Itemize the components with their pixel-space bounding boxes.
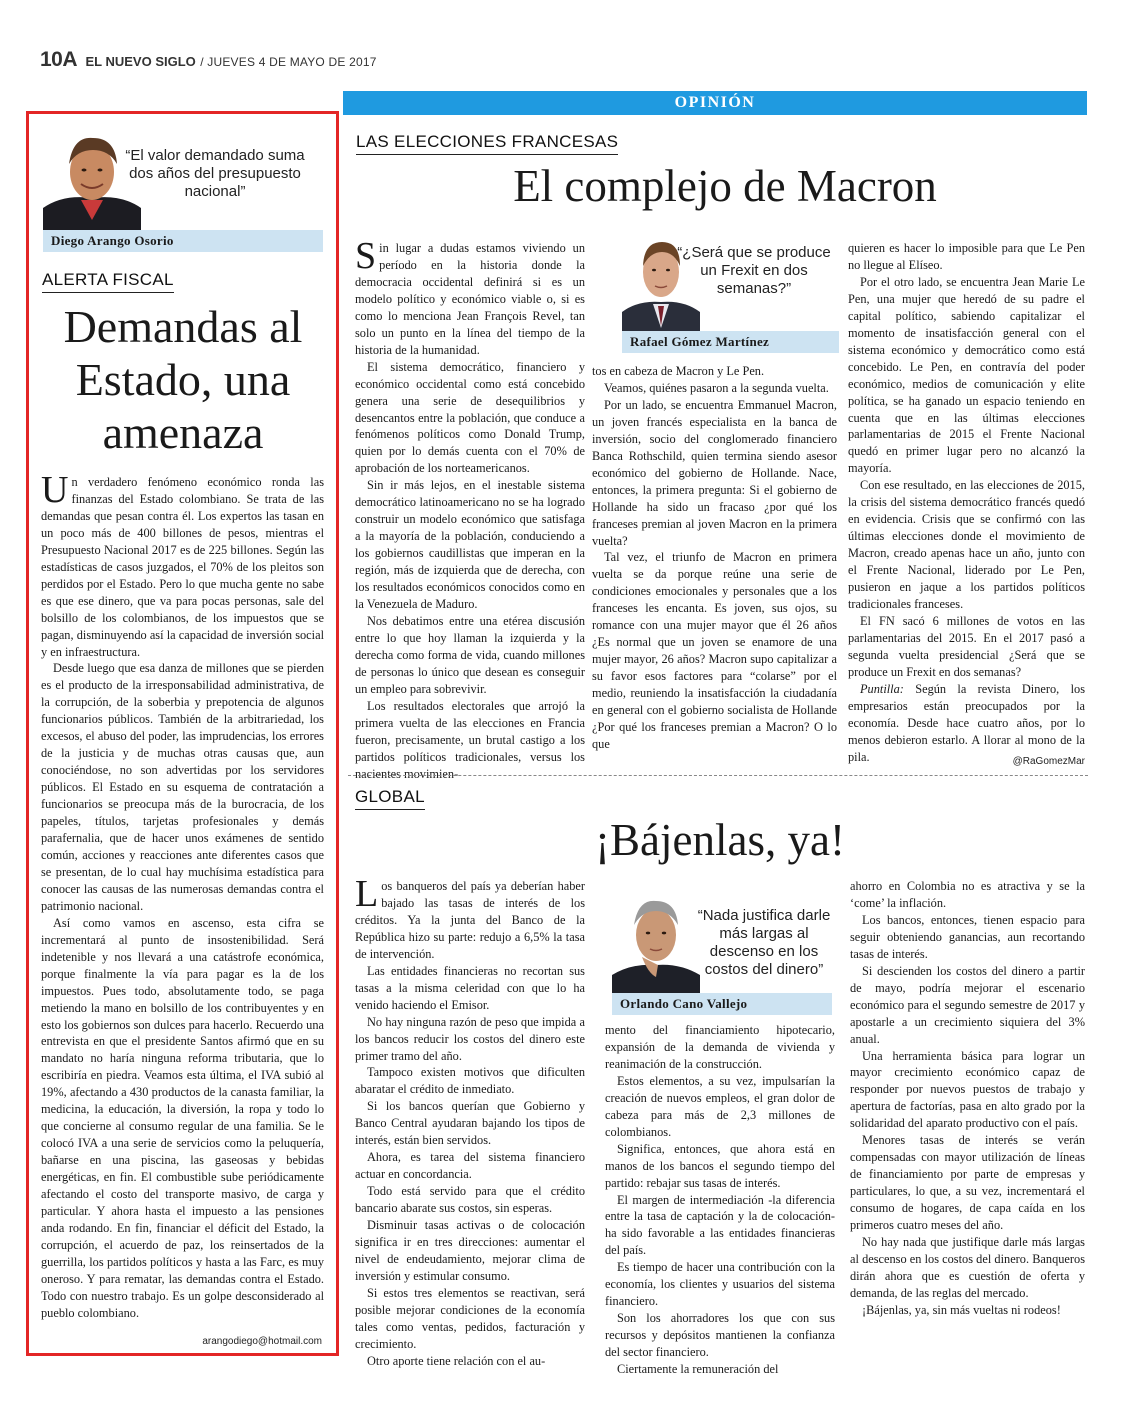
article-paragraph: Disminuir tasas activas o de colocación significa ir en tres direcciones: aumentar el nivel de endeudamiento, mejorar clima de inversión y estimular consumo. bbox=[355, 1218, 585, 1283]
article-paragraph: Todo está servido para que el crédito bancario abarate sus costos, sin esperas. bbox=[355, 1184, 585, 1216]
article-paragraph: in lugar a dudas estamos viviendo un período en la historia donde la democracia occidental definirá si es un modelo político y económico viable o, si es como lo menciona Jean François Revel, tan solo un punto en la línea del tiempo de la historia de la humanidad. bbox=[355, 241, 585, 357]
pull-quote-orlando: “Nada justifica darle más largas al descenso en los costos del dinero” bbox=[697, 907, 831, 978]
masthead bbox=[40, 48, 1090, 76]
author-twitter: @RaGomezMar bbox=[1012, 756, 1085, 767]
article-paragraph: Así como vamos en ascenso, esta cifra se incrementará al punto de insostenibilidad. Será indetenible y nos llevará a una catástrofe económica, porque finalmente la vía para pagar es la de los impuestos. Pues todo, absolutamente todo, se paga metiendo la mano en bolsillo de los contribuyentes y en esto los gobiernos son dulces para hacerlo. Recuerdo una entrevista en que el presidente Santos afirmó que en su mandato no haría ninguna reforma tributaria, que lo escribiría en piedra. Veamos esta última, el IVA subió al 19%, afectando a 430 productos de la canasta familiar, la medicina, la educación, la diversión, la ropa y todo lo que concierne al consumo regular de una familia. Se le colocó IVA a una serie de servicios como la peluquería, bañarse en una piscina, las gaseosas y bebidas energéticas, en fin. El combustible sube periódicamente afectando el costo del transporte masivo, de carga y particular. Y ahora hasta el impuesto a las pensiones anda rodando. En fin, financiar el déficit del Estado, la corrupción, el acuerdo de paz, los reinsertados de la guerrilla, los partidos políticos y hasta a las Farc, es muy oneroso. Y para rematar, las demandas contra el Estado. Todo con nuestro trabajo. Es un golpe desconsiderado al pueblo colombiano. bbox=[41, 915, 324, 1320]
article-paragraph: Ciertamente la remuneración del bbox=[617, 1362, 779, 1377]
article-paragraph: Sin ir más lejos, en el inestable sistema democrático latinoamericano no se ha logrado construir un modelo económico que satisfaga a la mayoría de la población, conduciendo a los gobiernos caudillistas que imperan en la región, más de izquierda que de derecha, con los resultados económicos conocidos como en la Venezuela de Maduro. bbox=[355, 478, 585, 612]
global-column-1 bbox=[355, 873, 585, 1370]
article-paragraph: Por el otro lado, se encuentra Jean Marie Le Pen, una mujer que heredó de su padre el capital político, sabiendo capitalizar el momento de insatisfacción general con el sistema económico y democrático como está concebido. Le Pen, en contravía del poder económico, medios de comunicación y elite política, se ha ganado un espacio teniendo en cuenta que en las últimas elecciones parlamentarias de 2015 el Frente Nacional quedó en primer lugar pero no alcanzó la mayoría. bbox=[848, 274, 1085, 476]
kicker-global-wrap bbox=[355, 787, 425, 810]
article-paragraph: El sistema democrático, financiero y económico occidental como está concebido genera una serie de desequilibrios y desencantos entre la población, que conduce a fenómenos políticos como Donald Trump, quien por lo demás cuenta con el 70% de aprobación de los norteamericanos. bbox=[355, 359, 585, 476]
article-paragraph: Menores tasas de interés se verán compensadas con mayor utilización de líneas de financiamiento por parte de empresas y particulares, lo que, a su vez, incrementará el consumo de hogares, de capa caída en los primeros cuatro meses del año. bbox=[850, 1133, 1085, 1233]
macron-column-1 bbox=[355, 235, 585, 783]
article-paragraph: Significa, entonces, que ahora está en manos de los bancos el segundo tiempo del partido: rebajar sus tasas de interés. bbox=[605, 1141, 835, 1190]
issue-date: / JUEVES 4 DE MAYO DE 2017 bbox=[200, 55, 377, 69]
article-paragraph: Ahora, es tarea del sistema financiero actuar en concordancia. bbox=[355, 1150, 585, 1182]
section-band: OPINIÓN bbox=[343, 91, 1087, 115]
article-paragraph: Desde luego que esa danza de millones que se pierden es el producto de la irresponsabilidad administrativa, de la corrupción, de la soberbia y prepotencia de algunos funcionarios públicos. También de la arbitrariedad, los excesos, el abuso del poder, las imprudencias, los errores de la justicia y de muchas otras causas que, aun conociéndose, no son advertidas por los servidores públicos. El Estado en su esquema de contratación a funcionarios se preocupa más de la burocracia, de los papeles, títulos, tarjetas profesionales y demás parafernalia, que de hacer unos exámenes de sentido común, acciones y reacciones ante diferentes casos que se presentan, de lo cual hay muchísima estadística para conocer las causas de las numerosas demandas contra el patrimonio nacional. bbox=[41, 661, 324, 913]
puntilla-text: Según la revista Dinero, los empresarios están preocupados por la economía. Desde hace cuatro años, por lo menos debieron estarlo. A llorar al mono de la pila. bbox=[848, 681, 1085, 764]
article-paragraph: No hay nada que justifique darle más largas al descenso en los costos del dinero. Banqueros dirán ahora que es cuestión de oferta y demanda, de las reglas del mercado. bbox=[850, 1235, 1085, 1300]
macron-column-2 bbox=[592, 363, 837, 753]
article-paragraph: Nos debatimos entre una etérea discusión entre lo que hoy llaman la izquierda y la derecha como forma de vida, cuando millones de personas lo único que desean es conseguir un empleo para sobrevivir. bbox=[355, 613, 585, 696]
article-paragraph: ahorro en Colombia no es atractiva y se la ‘come’ la inflación. bbox=[850, 879, 1085, 910]
kicker-elecciones-wrap bbox=[356, 132, 618, 155]
author-name-diego: Diego Arango Osorio bbox=[43, 230, 323, 252]
puntilla-paragraph bbox=[848, 681, 1085, 766]
article-paragraph: os banqueros del país ya deberían haber bajado las tasas de interés de los créditos. Ya la junta del Banco de la República hizo su parte: redujo a 6,5% la tasa de intervención. bbox=[355, 879, 585, 961]
author-photo-orlando bbox=[612, 893, 700, 993]
article-paragraph: ¡Bájenlas, ya, sin más vueltas ni rodeos! bbox=[862, 1302, 1061, 1317]
headline-macron: El complejo de Macron bbox=[513, 161, 937, 211]
article-paragraph: El FN sacó 6 millones de votos en las parlamentarias del 2015. En el 2017 pasó a segunda vuelta presidencial ¿Será que se produce un Frexit en dos semanas? bbox=[848, 613, 1085, 679]
article-paragraph: No hay ninguna razón de peso que impida a los bancos reducir los costos del dinero este primer tramo del año. bbox=[355, 1014, 585, 1063]
kicker-elecciones-francesas: LAS ELECCIONES FRANCESAS bbox=[356, 132, 618, 155]
kicker-global: GLOBAL bbox=[355, 787, 425, 810]
article-paragraph: Las entidades financieras no recortan sus tasas a la misma celeridad con que lo ha venido haciendo el Emisor. bbox=[355, 963, 585, 1012]
article-paragraph: mento del financiamiento hipotecario, expansión de la demanda de vivienda y reanimación de la construcción. bbox=[605, 1023, 835, 1071]
article-paragraph: Veamos, quiénes pasaron a la segunda vuelta. bbox=[604, 380, 829, 395]
article-paragraph: Los resultados electorales que arrojó la primera vuelta de las elecciones en Francia fueron, precisamente, un brutal castigo a los partidos políticos tradicionales, versus los nacientes movimien- bbox=[355, 698, 585, 781]
article-paragraph: n verdadero fenómeno económico ronda las finanzas del Estado colombiano. Se trata de las demandas que pesan contra él. Los expertos las tasan en un poco más de 400 billones de pesos, mientras el Presupuesto Nacional 2017 es de 225 billones. Según las estadísticas de casos juzgados, el 70% de los pleitos son perdidos por el Estado. Pero lo que mucha gente no sabe es que ese dinero, que va para pocas personas, sale del bolsillo de los colombianos, de los impuestos que se pagan, disminuyendo así la capacidad de inversión social y en infraestructura. bbox=[41, 475, 324, 659]
article-paragraph: Una herramienta básica para lograr un mayor crecimiento económico capaz de responder por nuevos puestos de trabajo y apertura de factorías, pasa en alto grado por la solidaridad del aparato productivo con el país. bbox=[850, 1048, 1085, 1131]
author-name-rafael: Rafael Gómez Martínez bbox=[622, 331, 839, 353]
article-paragraph: Por un lado, se encuentra Emmanuel Macron, un joven francés especialista en la banca de inversión, socio del conglomerado financiero Banca Rothschild, quien termina siendo asesor económico del gobierno de Hollande. Nace, entonces, la primera pregunta: Si el gobierno de Hollande ha sido un fracaso ¿por qué los franceses premian al joven Macron en la primera vuelta? bbox=[592, 397, 837, 548]
pull-quote-rafael: “¿Será que se produce un Frexit en dos semanas?” bbox=[677, 244, 831, 297]
article-paragraph: Estos elementos, a su vez, impulsarían la creación de nuevos empleos, el gran dolor de cabeza para más de 2,3 millones de colombianos. bbox=[605, 1073, 835, 1139]
headline-bajenlas: ¡Bájenlas, ya! bbox=[595, 815, 845, 865]
global-column-3 bbox=[850, 878, 1085, 1319]
article-paragraph: Con ese resultado, en las elecciones de 2015, la crisis del sistema democrático francés quedó en evidencia. Crisis que se confirmó con las últimas elecciones donde el movimiento de Macron, creado apenas hace un año, junto con el Frente Nacional, liderado por Le Pen, pusieron en jaque a los partidos políticos tradicionales franceses. bbox=[848, 478, 1085, 612]
pull-quote-diego: “El valor demandado suma dos años del presupuesto nacional” bbox=[125, 147, 305, 200]
section-divider bbox=[348, 775, 1088, 776]
dropcap: L bbox=[355, 873, 379, 915]
macron-column-3 bbox=[848, 240, 1085, 766]
article-paragraph: El margen de intermediación -la diferencia entre la tasa de captación y la de colocación- ha sido favorable a las entidades financieras del país. bbox=[605, 1192, 835, 1258]
article-demandas-body bbox=[41, 469, 324, 1322]
puntilla-label: Puntilla: bbox=[860, 681, 904, 696]
article-paragraph: Si estos tres elementos se reactivan, será posible mejorar condiciones de la economía tales como ventas, pedidos, facturación y crecimiento. bbox=[355, 1285, 585, 1351]
page-number: 10A bbox=[40, 48, 78, 71]
article-paragraph: Los bancos, entonces, tienen espacio para seguir obteniendo ganancias, aun recortando tasas de interés. bbox=[850, 912, 1085, 961]
kicker-alerta-fiscal-wrap bbox=[42, 270, 174, 293]
author-email: arangodiego@hotmail.com bbox=[202, 1336, 322, 1347]
article-paragraph: Tal vez, el triunfo de Macron en primera vuelta se da porque reúne una serie de condiciones emocionales y personales que a los franceses les encanta. Es joven, sus ojos, su romance con una mujer mayor que él 26 años ¿Es normal que un joven se enamore de una mujer mayor, 26 años? Macron supo capitalizar a su favor esos factores para “colarse” por el medio, reuniendo la insatisfacción la ciudadanía en general con el gobierno socialista de Hollande ¿Por qué los franceses premian a Macron? O lo que bbox=[592, 550, 837, 751]
author-name-orlando: Orlando Cano Vallejo bbox=[612, 993, 832, 1015]
article-paragraph: Si descienden los costos del dinero a partir de mayo, podría mejorar el escenario económico para el segundo semestre de 2017 y apostarle a un crecimiento siquiera del 3% anual. bbox=[850, 963, 1085, 1046]
kicker-alerta-fiscal: ALERTA FISCAL bbox=[42, 270, 174, 293]
dropcap: S bbox=[355, 235, 377, 277]
dropcap: U bbox=[41, 469, 69, 511]
headline-demandas: Demandas al Estado, una amenaza bbox=[63, 301, 303, 458]
paper-name: EL NUEVO SIGLO bbox=[85, 54, 196, 69]
article-paragraph: tos en cabeza de Macron y Le Pen. bbox=[592, 364, 765, 378]
article-paragraph: Tampoco existen motivos que dificulten abaratar el crédito de inmediato. bbox=[355, 1065, 585, 1097]
global-column-2 bbox=[605, 1022, 835, 1378]
article-paragraph: Si los bancos querían que Gobierno y Banco Central ayudaran bajando los tipos de interés, están bien servidos. bbox=[355, 1099, 585, 1148]
article-paragraph: Es tiempo de hacer una contribución con la economía, los clientes y usuarios del sistema financiero. bbox=[605, 1260, 835, 1309]
article-paragraph: quieren es hacer lo imposible para que Le Pen no llegue al Elíseo. bbox=[848, 241, 1085, 272]
article-paragraph: Son los ahorradores los que con sus recursos y depósitos mantienen la confianza del sector financiero. bbox=[605, 1311, 835, 1360]
article-paragraph: Otro aporte tiene relación con el au- bbox=[367, 1353, 546, 1368]
